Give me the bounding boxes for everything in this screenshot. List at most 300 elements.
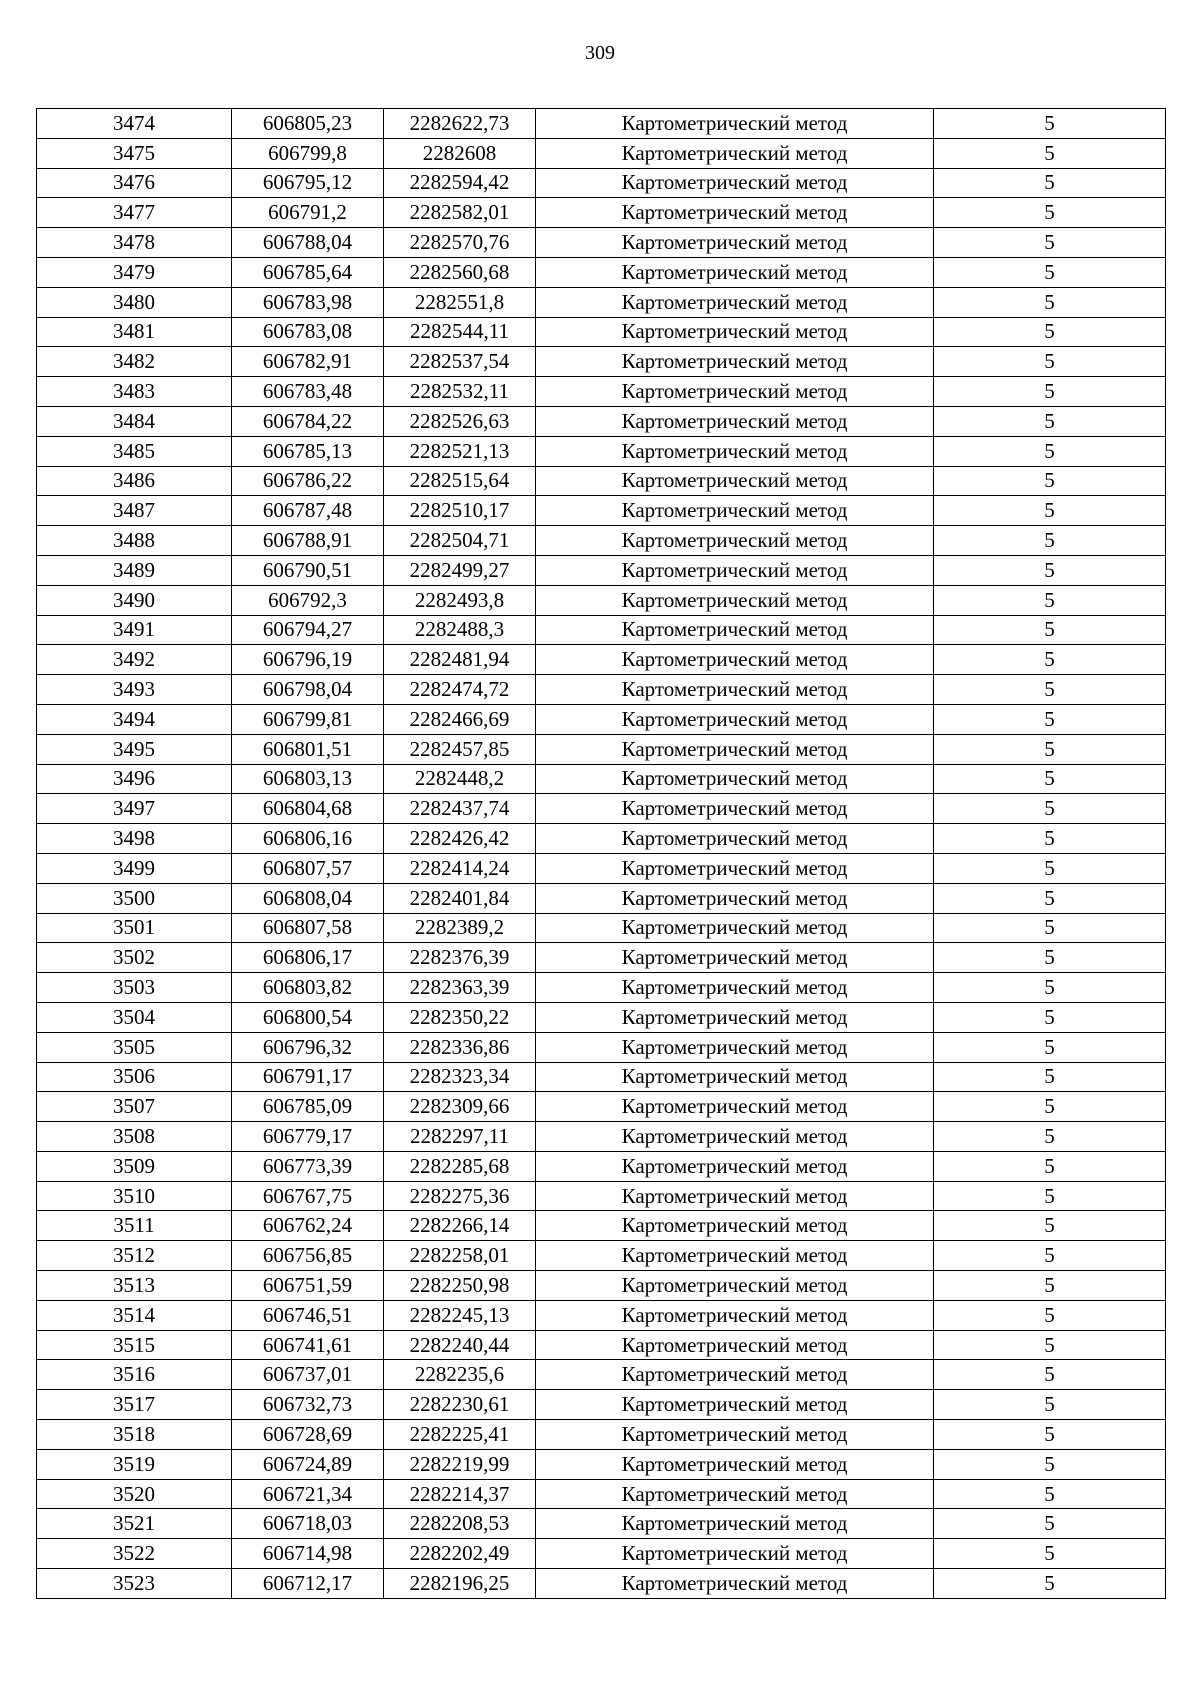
y-coordinate-cell: 2282225,41 [384, 1420, 536, 1450]
y-coordinate-cell: 2282560,68 [384, 257, 536, 287]
table-row [37, 257, 1166, 287]
accuracy-cell: 5 [934, 1569, 1166, 1599]
table-row [37, 1539, 1166, 1569]
x-coordinate-cell: 606788,91 [232, 526, 384, 556]
table-row [37, 1509, 1166, 1539]
point-number-cell: 3523 [37, 1569, 232, 1599]
accuracy-cell: 5 [934, 466, 1166, 496]
y-coordinate-cell: 2282258,01 [384, 1241, 536, 1271]
table-row [37, 645, 1166, 675]
x-coordinate-cell: 606786,22 [232, 466, 384, 496]
y-coordinate-cell: 2282594,42 [384, 168, 536, 198]
point-number-cell: 3477 [37, 198, 232, 228]
point-number-cell: 3513 [37, 1271, 232, 1301]
table-row [37, 1569, 1166, 1599]
method-cell: Картометрический метод [536, 1420, 934, 1450]
table-row [37, 377, 1166, 407]
x-coordinate-cell: 606767,75 [232, 1181, 384, 1211]
table-row [37, 1092, 1166, 1122]
x-coordinate-cell: 606791,2 [232, 198, 384, 228]
accuracy-cell: 5 [934, 704, 1166, 734]
table-row [37, 138, 1166, 168]
x-coordinate-cell: 606801,51 [232, 734, 384, 764]
accuracy-cell: 5 [934, 1390, 1166, 1420]
x-coordinate-cell: 606807,58 [232, 913, 384, 943]
method-cell: Картометрический метод [536, 1390, 934, 1420]
table-row [37, 168, 1166, 198]
x-coordinate-cell: 606799,8 [232, 138, 384, 168]
table-row [37, 1032, 1166, 1062]
x-coordinate-cell: 606712,17 [232, 1569, 384, 1599]
table-row [37, 1002, 1166, 1032]
method-cell: Картометрический метод [536, 228, 934, 258]
method-cell: Картометрический метод [536, 109, 934, 139]
method-cell: Картометрический метод [536, 824, 934, 854]
table-row [37, 1360, 1166, 1390]
accuracy-cell: 5 [934, 198, 1166, 228]
accuracy-cell: 5 [934, 1449, 1166, 1479]
point-number-cell: 3487 [37, 496, 232, 526]
x-coordinate-cell: 606728,69 [232, 1420, 384, 1450]
point-number-cell: 3509 [37, 1151, 232, 1181]
x-coordinate-cell: 606756,85 [232, 1241, 384, 1271]
table-row [37, 764, 1166, 794]
table-row [37, 615, 1166, 645]
point-number-cell: 3500 [37, 883, 232, 913]
accuracy-cell: 5 [934, 1122, 1166, 1152]
y-coordinate-cell: 2282510,17 [384, 496, 536, 526]
y-coordinate-cell: 2282389,2 [384, 913, 536, 943]
method-cell: Картометрический метод [536, 645, 934, 675]
y-coordinate-cell: 2282250,98 [384, 1271, 536, 1301]
y-coordinate-cell: 2282426,42 [384, 824, 536, 854]
y-coordinate-cell: 2282323,34 [384, 1062, 536, 1092]
accuracy-cell: 5 [934, 1330, 1166, 1360]
point-number-cell: 3476 [37, 168, 232, 198]
method-cell: Картометрический метод [536, 1300, 934, 1330]
method-cell: Картометрический метод [536, 973, 934, 1003]
y-coordinate-cell: 2282275,36 [384, 1181, 536, 1211]
table-row [37, 526, 1166, 556]
coordinates-table [36, 108, 1166, 1599]
y-coordinate-cell: 2282285,68 [384, 1151, 536, 1181]
method-cell: Картометрический метод [536, 1509, 934, 1539]
table-row [37, 198, 1166, 228]
method-cell: Картометрический метод [536, 198, 934, 228]
x-coordinate-cell: 606741,61 [232, 1330, 384, 1360]
accuracy-cell: 5 [934, 436, 1166, 466]
accuracy-cell: 5 [934, 1241, 1166, 1271]
accuracy-cell: 5 [934, 794, 1166, 824]
method-cell: Картометрический метод [536, 615, 934, 645]
accuracy-cell: 5 [934, 257, 1166, 287]
table-row [37, 1420, 1166, 1450]
x-coordinate-cell: 606783,08 [232, 317, 384, 347]
method-cell: Картометрический метод [536, 734, 934, 764]
x-coordinate-cell: 606791,17 [232, 1062, 384, 1092]
method-cell: Картометрический метод [536, 704, 934, 734]
x-coordinate-cell: 606718,03 [232, 1509, 384, 1539]
point-number-cell: 3498 [37, 824, 232, 854]
point-number-cell: 3480 [37, 287, 232, 317]
accuracy-cell: 5 [934, 675, 1166, 705]
page-number: 309 [585, 42, 615, 64]
x-coordinate-cell: 606806,16 [232, 824, 384, 854]
accuracy-cell: 5 [934, 943, 1166, 973]
y-coordinate-cell: 2282532,11 [384, 377, 536, 407]
point-number-cell: 3486 [37, 466, 232, 496]
accuracy-cell: 5 [934, 109, 1166, 139]
x-coordinate-cell: 606803,13 [232, 764, 384, 794]
y-coordinate-cell: 2282608 [384, 138, 536, 168]
method-cell: Картометрический метод [536, 943, 934, 973]
y-coordinate-cell: 2282235,6 [384, 1360, 536, 1390]
table-row [37, 1479, 1166, 1509]
x-coordinate-cell: 606714,98 [232, 1539, 384, 1569]
y-coordinate-cell: 2282245,13 [384, 1300, 536, 1330]
point-number-cell: 3497 [37, 794, 232, 824]
table-row [37, 466, 1166, 496]
accuracy-cell: 5 [934, 1539, 1166, 1569]
table-row [37, 287, 1166, 317]
table-row [37, 1181, 1166, 1211]
method-cell: Картометрический метод [536, 853, 934, 883]
point-number-cell: 3503 [37, 973, 232, 1003]
y-coordinate-cell: 2282363,39 [384, 973, 536, 1003]
y-coordinate-cell: 2282457,85 [384, 734, 536, 764]
y-coordinate-cell: 2282551,8 [384, 287, 536, 317]
x-coordinate-cell: 606790,51 [232, 555, 384, 585]
method-cell: Картометрический метод [536, 1002, 934, 1032]
method-cell: Картометрический метод [536, 138, 934, 168]
accuracy-cell: 5 [934, 1002, 1166, 1032]
x-coordinate-cell: 606751,59 [232, 1271, 384, 1301]
accuracy-cell: 5 [934, 1509, 1166, 1539]
point-number-cell: 3504 [37, 1002, 232, 1032]
y-coordinate-cell: 2282266,14 [384, 1211, 536, 1241]
table-row [37, 1271, 1166, 1301]
method-cell: Картометрический метод [536, 913, 934, 943]
x-coordinate-cell: 606784,22 [232, 406, 384, 436]
point-number-cell: 3494 [37, 704, 232, 734]
accuracy-cell: 5 [934, 764, 1166, 794]
point-number-cell: 3507 [37, 1092, 232, 1122]
table-row [37, 347, 1166, 377]
table-row [37, 1449, 1166, 1479]
table-row [37, 675, 1166, 705]
accuracy-cell: 5 [934, 526, 1166, 556]
point-number-cell: 3518 [37, 1420, 232, 1450]
table-row [37, 794, 1166, 824]
table-row [37, 853, 1166, 883]
method-cell: Картометрический метод [536, 1241, 934, 1271]
table-row [37, 228, 1166, 258]
x-coordinate-cell: 606785,64 [232, 257, 384, 287]
accuracy-cell: 5 [934, 138, 1166, 168]
accuracy-cell: 5 [934, 555, 1166, 585]
point-number-cell: 3492 [37, 645, 232, 675]
x-coordinate-cell: 606721,34 [232, 1479, 384, 1509]
x-coordinate-cell: 606785,13 [232, 436, 384, 466]
method-cell: Картометрический метод [536, 436, 934, 466]
y-coordinate-cell: 2282521,13 [384, 436, 536, 466]
accuracy-cell: 5 [934, 645, 1166, 675]
accuracy-cell: 5 [934, 1420, 1166, 1450]
point-number-cell: 3496 [37, 764, 232, 794]
y-coordinate-cell: 2282582,01 [384, 198, 536, 228]
y-coordinate-cell: 2282414,24 [384, 853, 536, 883]
x-coordinate-cell: 606799,81 [232, 704, 384, 734]
method-cell: Картометрический метод [536, 1569, 934, 1599]
accuracy-cell: 5 [934, 883, 1166, 913]
method-cell: Картометрический метод [536, 496, 934, 526]
coordinates-table-container [36, 108, 1165, 1599]
table-row [37, 1062, 1166, 1092]
accuracy-cell: 5 [934, 317, 1166, 347]
accuracy-cell: 5 [934, 1479, 1166, 1509]
y-coordinate-cell: 2282488,3 [384, 615, 536, 645]
x-coordinate-cell: 606779,17 [232, 1122, 384, 1152]
accuracy-cell: 5 [934, 168, 1166, 198]
accuracy-cell: 5 [934, 1300, 1166, 1330]
method-cell: Картометрический метод [536, 1479, 934, 1509]
y-coordinate-cell: 2282376,39 [384, 943, 536, 973]
table-row [37, 704, 1166, 734]
point-number-cell: 3482 [37, 347, 232, 377]
x-coordinate-cell: 606795,12 [232, 168, 384, 198]
y-coordinate-cell: 2282622,73 [384, 109, 536, 139]
method-cell: Картометрический метод [536, 406, 934, 436]
point-number-cell: 3475 [37, 138, 232, 168]
y-coordinate-cell: 2282240,44 [384, 1330, 536, 1360]
point-number-cell: 3512 [37, 1241, 232, 1271]
accuracy-cell: 5 [934, 228, 1166, 258]
point-number-cell: 3502 [37, 943, 232, 973]
point-number-cell: 3491 [37, 615, 232, 645]
method-cell: Картометрический метод [536, 1539, 934, 1569]
point-number-cell: 3519 [37, 1449, 232, 1479]
accuracy-cell: 5 [934, 585, 1166, 615]
y-coordinate-cell: 2282196,25 [384, 1569, 536, 1599]
point-number-cell: 3481 [37, 317, 232, 347]
method-cell: Картометрический метод [536, 1122, 934, 1152]
y-coordinate-cell: 2282297,11 [384, 1122, 536, 1152]
table-row [37, 1300, 1166, 1330]
x-coordinate-cell: 606787,48 [232, 496, 384, 526]
x-coordinate-cell: 606796,32 [232, 1032, 384, 1062]
table-row [37, 913, 1166, 943]
y-coordinate-cell: 2282230,61 [384, 1390, 536, 1420]
x-coordinate-cell: 606788,04 [232, 228, 384, 258]
y-coordinate-cell: 2282499,27 [384, 555, 536, 585]
point-number-cell: 3479 [37, 257, 232, 287]
y-coordinate-cell: 2282208,53 [384, 1509, 536, 1539]
method-cell: Картометрический метод [536, 1151, 934, 1181]
x-coordinate-cell: 606782,91 [232, 347, 384, 377]
point-number-cell: 3508 [37, 1122, 232, 1152]
x-coordinate-cell: 606798,04 [232, 675, 384, 705]
method-cell: Картометрический метод [536, 377, 934, 407]
x-coordinate-cell: 606783,98 [232, 287, 384, 317]
method-cell: Картометрический метод [536, 675, 934, 705]
method-cell: Картометрический метод [536, 1181, 934, 1211]
point-number-cell: 3485 [37, 436, 232, 466]
method-cell: Картометрический метод [536, 1449, 934, 1479]
method-cell: Картометрический метод [536, 257, 934, 287]
table-row [37, 109, 1166, 139]
y-coordinate-cell: 2282437,74 [384, 794, 536, 824]
y-coordinate-cell: 2282537,54 [384, 347, 536, 377]
accuracy-cell: 5 [934, 734, 1166, 764]
x-coordinate-cell: 606806,17 [232, 943, 384, 973]
x-coordinate-cell: 606794,27 [232, 615, 384, 645]
method-cell: Картометрический метод [536, 347, 934, 377]
y-coordinate-cell: 2282474,72 [384, 675, 536, 705]
point-number-cell: 3499 [37, 853, 232, 883]
accuracy-cell: 5 [934, 973, 1166, 1003]
x-coordinate-cell: 606804,68 [232, 794, 384, 824]
y-coordinate-cell: 2282526,63 [384, 406, 536, 436]
table-row [37, 1122, 1166, 1152]
point-number-cell: 3484 [37, 406, 232, 436]
x-coordinate-cell: 606785,09 [232, 1092, 384, 1122]
y-coordinate-cell: 2282202,49 [384, 1539, 536, 1569]
point-number-cell: 3488 [37, 526, 232, 556]
method-cell: Картометрический метод [536, 1062, 934, 1092]
x-coordinate-cell: 606805,23 [232, 109, 384, 139]
table-row [37, 317, 1166, 347]
y-coordinate-cell: 2282544,11 [384, 317, 536, 347]
table-body [37, 109, 1166, 1599]
x-coordinate-cell: 606792,3 [232, 585, 384, 615]
method-cell: Картометрический метод [536, 1360, 934, 1390]
point-number-cell: 3478 [37, 228, 232, 258]
point-number-cell: 3483 [37, 377, 232, 407]
accuracy-cell: 5 [934, 824, 1166, 854]
accuracy-cell: 5 [934, 1271, 1166, 1301]
table-row [37, 1211, 1166, 1241]
method-cell: Картометрический метод [536, 1271, 934, 1301]
method-cell: Картометрический метод [536, 317, 934, 347]
table-row [37, 1151, 1166, 1181]
point-number-cell: 3510 [37, 1181, 232, 1211]
point-number-cell: 3515 [37, 1330, 232, 1360]
x-coordinate-cell: 606737,01 [232, 1360, 384, 1390]
x-coordinate-cell: 606783,48 [232, 377, 384, 407]
accuracy-cell: 5 [934, 406, 1166, 436]
method-cell: Картометрический метод [536, 764, 934, 794]
x-coordinate-cell: 606803,82 [232, 973, 384, 1003]
table-row [37, 585, 1166, 615]
method-cell: Картометрический метод [536, 466, 934, 496]
table-row [37, 1390, 1166, 1420]
point-number-cell: 3490 [37, 585, 232, 615]
point-number-cell: 3501 [37, 913, 232, 943]
method-cell: Картометрический метод [536, 1211, 934, 1241]
table-row [37, 406, 1166, 436]
x-coordinate-cell: 606724,89 [232, 1449, 384, 1479]
table-row [37, 943, 1166, 973]
x-coordinate-cell: 606762,24 [232, 1211, 384, 1241]
table-row [37, 734, 1166, 764]
table-row [37, 496, 1166, 526]
x-coordinate-cell: 606807,57 [232, 853, 384, 883]
accuracy-cell: 5 [934, 615, 1166, 645]
accuracy-cell: 5 [934, 1151, 1166, 1181]
point-number-cell: 3474 [37, 109, 232, 139]
accuracy-cell: 5 [934, 1092, 1166, 1122]
x-coordinate-cell: 606732,73 [232, 1390, 384, 1420]
point-number-cell: 3505 [37, 1032, 232, 1062]
point-number-cell: 3516 [37, 1360, 232, 1390]
method-cell: Картометрический метод [536, 555, 934, 585]
point-number-cell: 3522 [37, 1539, 232, 1569]
accuracy-cell: 5 [934, 287, 1166, 317]
y-coordinate-cell: 2282219,99 [384, 1449, 536, 1479]
y-coordinate-cell: 2282350,22 [384, 1002, 536, 1032]
point-number-cell: 3514 [37, 1300, 232, 1330]
point-number-cell: 3495 [37, 734, 232, 764]
accuracy-cell: 5 [934, 1211, 1166, 1241]
x-coordinate-cell: 606796,19 [232, 645, 384, 675]
table-row [37, 824, 1166, 854]
y-coordinate-cell: 2282309,66 [384, 1092, 536, 1122]
point-number-cell: 3511 [37, 1211, 232, 1241]
table-row [37, 973, 1166, 1003]
y-coordinate-cell: 2282214,37 [384, 1479, 536, 1509]
accuracy-cell: 5 [934, 1032, 1166, 1062]
accuracy-cell: 5 [934, 853, 1166, 883]
x-coordinate-cell: 606773,39 [232, 1151, 384, 1181]
accuracy-cell: 5 [934, 377, 1166, 407]
accuracy-cell: 5 [934, 1062, 1166, 1092]
y-coordinate-cell: 2282493,8 [384, 585, 536, 615]
y-coordinate-cell: 2282401,84 [384, 883, 536, 913]
point-number-cell: 3517 [37, 1390, 232, 1420]
point-number-cell: 3520 [37, 1479, 232, 1509]
x-coordinate-cell: 606746,51 [232, 1300, 384, 1330]
y-coordinate-cell: 2282504,71 [384, 526, 536, 556]
point-number-cell: 3521 [37, 1509, 232, 1539]
accuracy-cell: 5 [934, 496, 1166, 526]
point-number-cell: 3493 [37, 675, 232, 705]
table-row [37, 883, 1166, 913]
method-cell: Картометрический метод [536, 883, 934, 913]
accuracy-cell: 5 [934, 913, 1166, 943]
table-row [37, 1241, 1166, 1271]
point-number-cell: 3489 [37, 555, 232, 585]
method-cell: Картометрический метод [536, 287, 934, 317]
y-coordinate-cell: 2282570,76 [384, 228, 536, 258]
y-coordinate-cell: 2282515,64 [384, 466, 536, 496]
method-cell: Картометрический метод [536, 1330, 934, 1360]
table-row [37, 1330, 1166, 1360]
accuracy-cell: 5 [934, 1360, 1166, 1390]
x-coordinate-cell: 606800,54 [232, 1002, 384, 1032]
y-coordinate-cell: 2282448,2 [384, 764, 536, 794]
y-coordinate-cell: 2282466,69 [384, 704, 536, 734]
y-coordinate-cell: 2282336,86 [384, 1032, 536, 1062]
method-cell: Картометрический метод [536, 585, 934, 615]
accuracy-cell: 5 [934, 1181, 1166, 1211]
table-row [37, 555, 1166, 585]
method-cell: Картометрический метод [536, 794, 934, 824]
table-row [37, 436, 1166, 466]
accuracy-cell: 5 [934, 347, 1166, 377]
method-cell: Картометрический метод [536, 168, 934, 198]
method-cell: Картометрический метод [536, 1092, 934, 1122]
y-coordinate-cell: 2282481,94 [384, 645, 536, 675]
